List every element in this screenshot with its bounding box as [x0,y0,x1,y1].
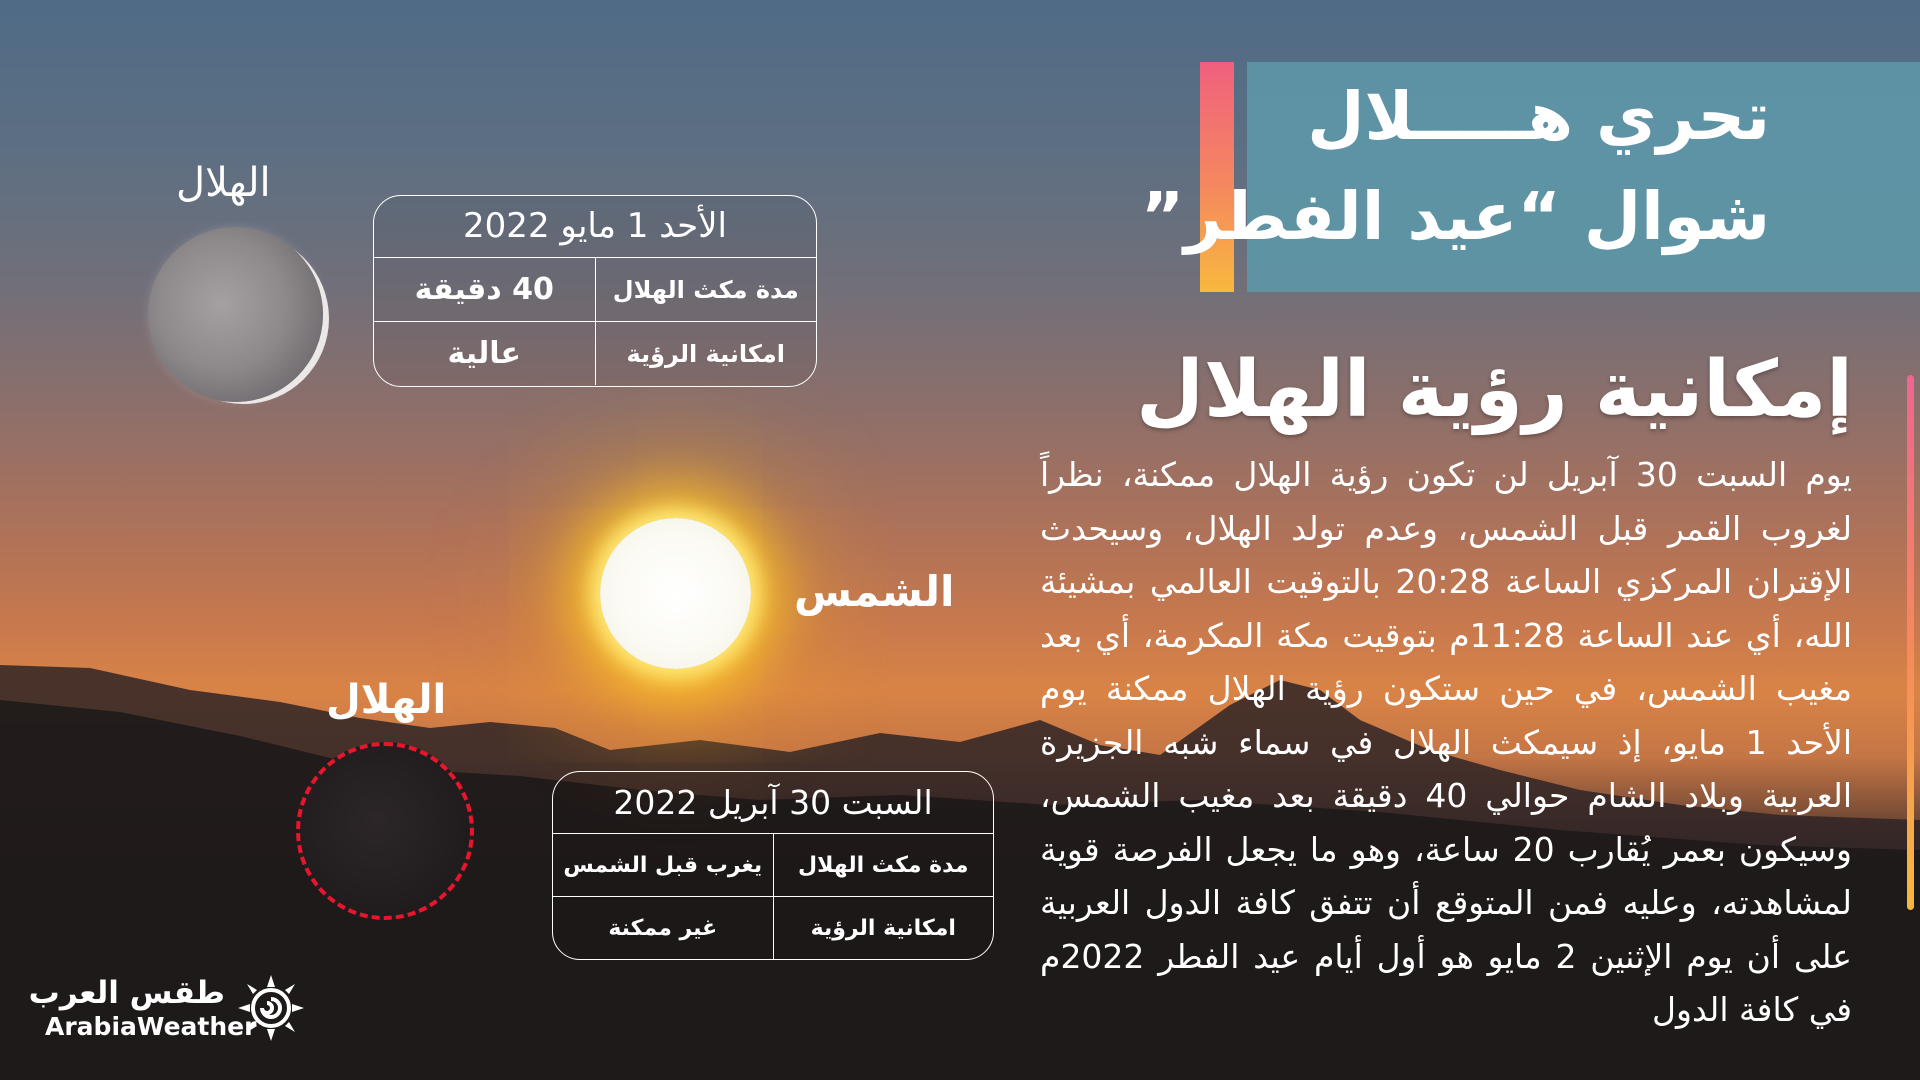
sunday-visibility-table [373,195,817,387]
table-value: عالية [374,322,596,385]
table-value: غير ممكنة [553,897,774,959]
title-line-2: شوال “عيد الفطر” [1140,178,1770,255]
table-row [374,258,816,321]
sunday-date: الأحد 1 مايو 2022 [374,196,816,258]
table-row [553,896,993,959]
hidden-moon-image [296,742,474,920]
section-heading: إمكانية رؤية الهلال [1136,345,1853,435]
table-value: يغرب قبل الشمس [553,834,774,896]
saturday-visibility-table [552,771,994,960]
title-accent-bar [1200,62,1234,292]
title-line-1: تحري هـــــلال [1307,78,1770,155]
moon-label-bottom: الهلال [326,677,447,723]
table-row [374,321,816,385]
sun-label: الشمس [794,567,955,616]
moon-label-top: الهلال [176,160,271,206]
table-label: امكانية الرؤية [626,339,785,368]
table-label: امكانية الرؤية [810,915,956,941]
table-label: مدة مكث الهلال [798,852,969,878]
text-accent-bar [1907,375,1914,910]
crescent-moon-image [148,227,323,402]
table-value: 40 دقيقة [374,258,596,321]
body-paragraph: يوم السبت 30 آبريل لن تكون رؤية الهلال ممكنة، نظراً لغروب القمر قبل الشمس، وعدم تولد الهلال، وسيحدث الإقتران المركزي الساعة 20:28 بالتوقيت العالمي بمشيئة الله، أي عند الساعة 11:28م بتوقيت مكة المكرمة، أي بعد مغيب الشمس، في حين ستكون رؤية الهلال ممكنة يوم الأحد 1 مايو، إذ سيمكث الهلال في سماء شبه الجزيرة العربية وبلاد الشام حوالي 40 دقيقة بعد مغيب الشمس، وسيكون بعمر يُقارب 20 ساعة، وهو ما يجعل الفرصة قوية لمشاهدته، وعليه فمن المتوقع أن تتفق كافة الدول العربية على أن يوم الإثنين 2 مايو هو أول أيام عيد الفطر 2022م في كافة الدول [1040,455,1852,1029]
logo-arabic-text: طقس العرب [28,975,225,1011]
logo-english-text: ArabiaWeather [45,1012,257,1041]
saturday-date: السبت 30 آبريل 2022 [553,772,993,834]
sun-image [600,518,751,669]
table-label: مدة مكث الهلال [612,275,799,304]
table-row [553,834,993,896]
